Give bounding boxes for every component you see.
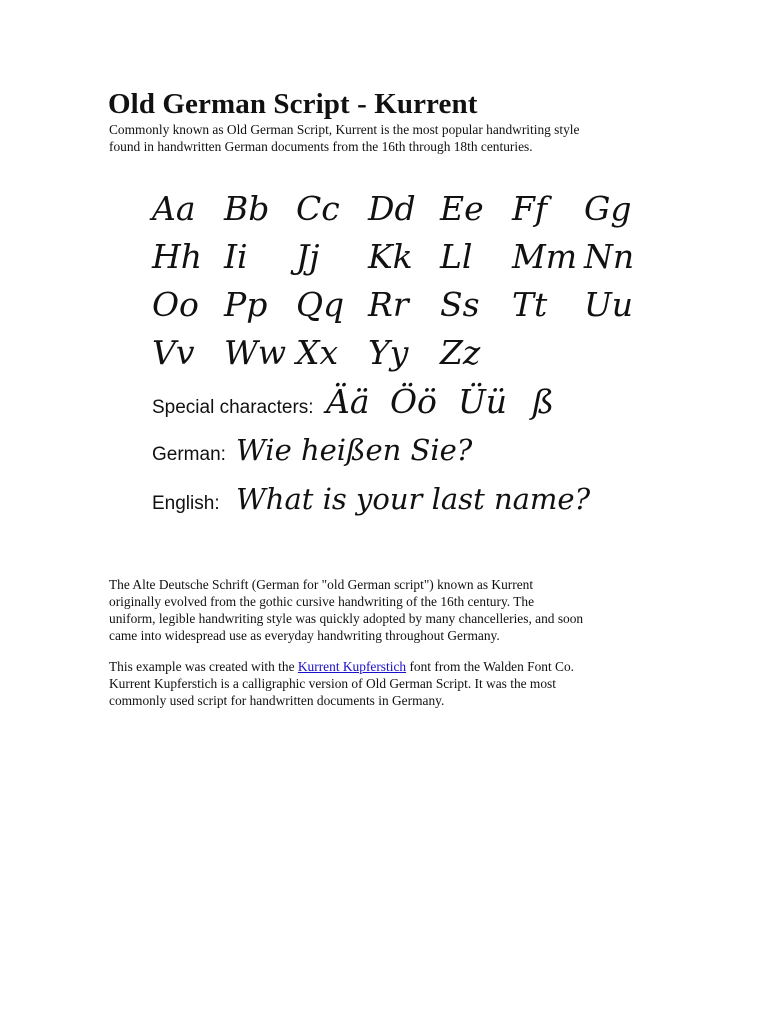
special-characters-row (323, 381, 554, 421)
kurrent-letter-pair: Dd (368, 189, 416, 228)
paragraph-line-with-link (109, 658, 709, 675)
english-sample-text: What is your last name? (236, 482, 591, 516)
kurrent-letter-pair: Ww (224, 333, 287, 372)
kurrent-specimen-image (140, 185, 670, 540)
special-character: ß (532, 382, 555, 421)
german-sample-text: Wie heißen Sie? (236, 433, 473, 467)
kurrent-letter-pair: Uu (584, 285, 634, 324)
english-label: English: (152, 493, 220, 514)
kurrent-letter-pair: Gg (584, 189, 632, 228)
kurrent-letter-pair: Qq (296, 285, 345, 324)
kurrent-letter-pair: Pp (224, 285, 268, 324)
special-character: Üü (458, 382, 508, 421)
kurrent-letter-pair: Rr (368, 285, 409, 324)
kurrent-letter-pair: Yy (368, 333, 409, 372)
kurrent-letter-pair: Ff (512, 189, 548, 228)
history-paragraph (109, 576, 709, 644)
kurrent-letter-pair: Jj (296, 237, 320, 276)
special-character: Öö (390, 382, 437, 421)
paragraph-line: uniform, legible handwriting style was quickly adopted by many chancelleries, and soon (109, 611, 584, 626)
paragraph-line: The Alte Deutsche Schrift (German for "old German script") known as Kurrent (109, 577, 534, 592)
intro-line: Commonly known as Old German Script, Kurrent is the most popular handwriting style (109, 122, 580, 137)
kurrent-letter-pair: Ll (440, 237, 473, 276)
paragraph-line: came into widespread use as everyday handwriting throughout Germany. (109, 628, 500, 643)
kurrent-letter-pair: Aa (152, 189, 196, 228)
kurrent-letter-pair: Zz (440, 333, 481, 372)
kurrent-kupferstich-link[interactable]: Kurrent Kupferstich (297, 659, 407, 674)
kurrent-letter-pair: Mm (512, 237, 578, 276)
special-character: Ää (326, 382, 370, 421)
german-label: German: (152, 444, 226, 465)
kurrent-letter-pair: Kk (368, 237, 413, 276)
credit-text-after-link: font from the Walden Font Co. (406, 659, 575, 674)
credit-text-before-link: This example was created with the (109, 659, 298, 674)
kurrent-letter-pair: Cc (296, 189, 340, 228)
kurrent-letter-pair: Nn (584, 237, 635, 276)
kurrent-letter-pair: Tt (512, 285, 548, 324)
alphabet-grid (149, 189, 634, 372)
kurrent-letter-pair: Ii (224, 237, 248, 276)
font-credit-paragraph (109, 658, 709, 709)
kurrent-letter-pair: Ee (440, 189, 484, 228)
intro-line: found in handwritten German documents from the 16th through 18th centuries. (109, 139, 533, 154)
paragraph-line: originally evolved from the gothic cursive handwriting of the 16th century. The (109, 594, 535, 609)
kurrent-letter-pair: Hh (152, 237, 203, 276)
kurrent-letter-pair: Ss (440, 285, 480, 324)
special-characters-label: Special characters: (152, 397, 314, 418)
paragraph-line: Kurrent Kupferstich is a calligraphic version of Old German Script. It was the most (109, 676, 556, 691)
kurrent-specimen-svg (140, 185, 670, 540)
kurrent-letter-pair: Oo (152, 285, 199, 324)
page-title: Old German Script - Kurrent (108, 88, 478, 120)
paragraph-line: commonly used script for handwritten documents in Germany. (109, 693, 445, 708)
intro-paragraph (109, 121, 709, 155)
kurrent-letter-pair: Vv (152, 333, 195, 372)
kurrent-letter-pair: Xx (296, 333, 339, 372)
kurrent-letter-pair: Bb (224, 189, 270, 228)
